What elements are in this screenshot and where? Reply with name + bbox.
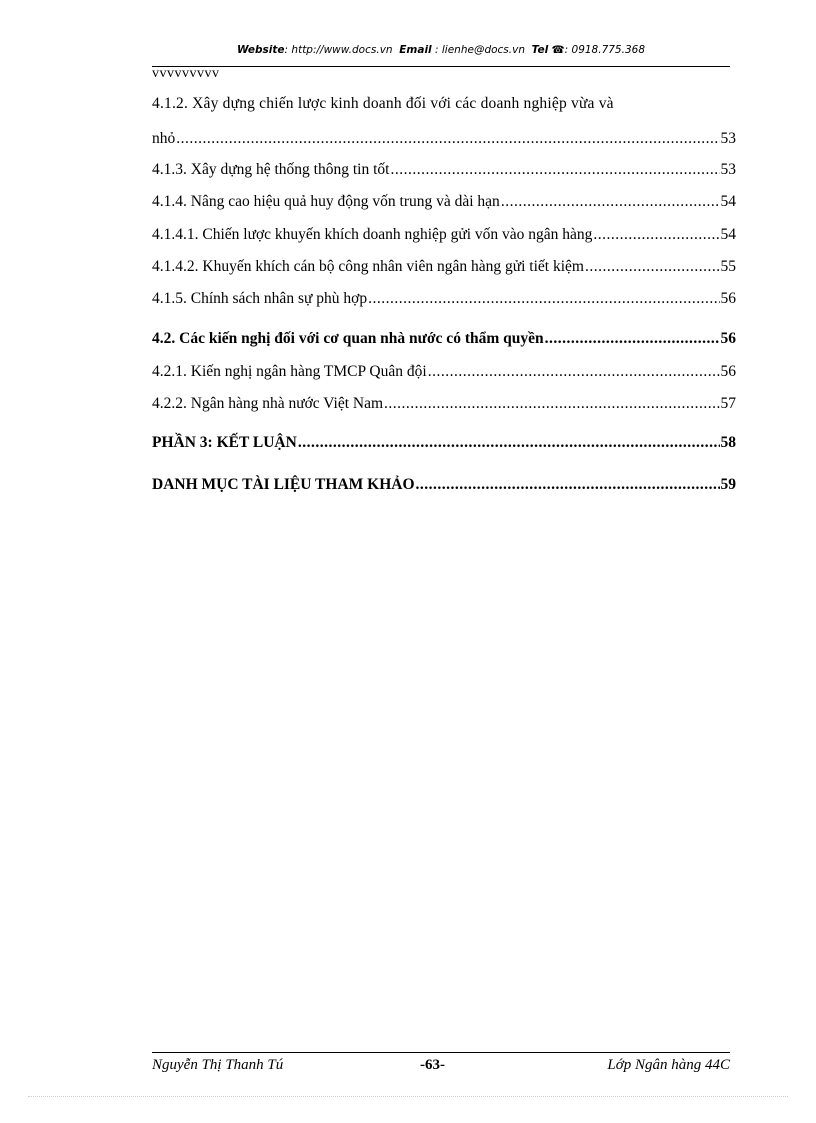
toc-entry-page: 53 [720,130,736,147]
footer-author: Nguyễn Thị Thanh Tú [152,1057,284,1073]
toc-leader-dots [176,130,719,148]
toc-entry-label: DANH MỤC TÀI LIỆU THAM KHẢO [152,476,415,493]
footer-rule [152,1052,730,1053]
footer-class-name: Lớp Ngân hàng 44C [607,1057,730,1073]
toc-entry-label: 4.1.4.1. Chiến lược khuyến khích doanh nghiệp gửi vốn vào ngân hàng [152,226,593,243]
toc-entry-4-1-4-2[interactable] [152,258,736,278]
toc-entry-4-1-2[interactable] [152,130,736,150]
toc-entry-page: 54 [720,193,736,210]
website-value: : http://www.docs.vn [284,44,393,56]
toc-entry-label: 4.1.3. Xây dựng hệ thống thông tin tốt [152,161,390,178]
toc-entry-label: PHẦN 3: KẾT LUẬN [152,434,297,451]
toc-leader-dots [368,290,719,308]
toc-entry-page: 53 [720,161,736,178]
toc-leader-dots [384,395,719,413]
toc-entry-4-1-4[interactable] [152,193,736,213]
toc-entry-page: 55 [720,258,736,275]
toc-leader-dots [585,258,720,276]
toc-leader-dots [416,476,720,494]
toc-entry-page: 57 [720,395,736,412]
toc-leader-dots [390,161,719,179]
page-header [152,44,730,56]
toc-entry-4-2[interactable] [152,330,736,350]
toc-entry-4-1-2-line1 [152,95,736,115]
toc-leader-dots [545,330,720,348]
toc-leader-dots [428,363,720,381]
toc-entry-label: 4.2.1. Kiến nghị ngân hàng TMCP Quân đội [152,363,427,380]
toc-entry-page: 56 [720,363,736,380]
page-edge-divider [28,1096,788,1097]
tel-value: : 0918.775.368 [564,44,645,56]
toc-leader-dots [593,226,719,244]
phone-icon: ☎ [551,44,565,56]
stray-text: vvvvvvvvv [152,66,220,81]
email-value: : lienhe@docs.vn [435,44,525,56]
toc-entry-label: 4.2. Các kiến nghị đối với cơ quan nhà nước có thẩm quyền [152,330,544,347]
page-footer [152,1057,730,1074]
toc-entry-label: 4.1.4. Nâng cao hiệu quả huy động vốn trung và dài hạn [152,193,500,210]
toc-entry-page: 56 [720,290,736,307]
tel-label: Tel [531,44,549,56]
toc-entry-4-1-4-1[interactable] [152,226,736,246]
toc-entry-page: 58 [720,434,736,451]
toc-entry-4-2-2[interactable] [152,395,736,415]
toc-leader-dots [501,193,720,211]
toc-entry-4-1-3[interactable] [152,161,736,181]
toc-leader-dots [298,434,720,452]
email-label: Email [399,44,432,56]
website-label: Website [237,44,285,56]
toc-entry-label: nhỏ [152,130,176,147]
toc-entry-label: 4.1.2. Xây dựng chiến lược kinh doanh đối với các doanh nghiệp vừa và [152,95,614,112]
toc-entry-page: 54 [720,226,736,243]
header-rule [152,66,730,67]
toc-entry-label: 4.1.4.2. Khuyến khích cán bộ công nhân viên ngân hàng gửi tiết kiệm [152,258,584,275]
toc-entry-phan-3[interactable] [152,434,736,454]
toc-entry-references[interactable] [152,476,736,496]
toc-entry-label: 4.1.5. Chính sách nhân sự phù hợp [152,290,368,307]
footer-page-number: -63- [420,1057,445,1073]
toc-entry-4-1-5[interactable] [152,290,736,310]
toc-entry-page: 59 [720,476,736,493]
toc-entry-4-2-1[interactable] [152,363,736,383]
toc-entry-label: 4.2.2. Ngân hàng nhà nước Việt Nam [152,395,384,412]
toc-entry-page: 56 [720,330,736,347]
